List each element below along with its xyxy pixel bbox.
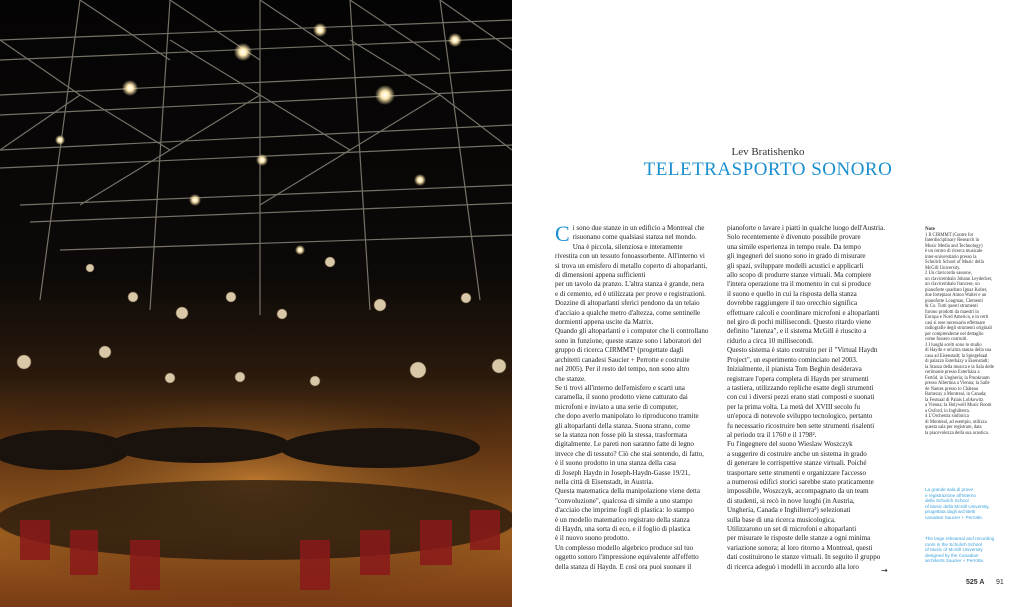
- truss-grid: [0, 0, 512, 315]
- stage-lights: [55, 23, 462, 255]
- footnotes: [925, 227, 1015, 436]
- drop-cap: C: [555, 221, 570, 246]
- magazine-issue: 525 A: [966, 579, 985, 586]
- body-column-1: [555, 221, 725, 572]
- notes-heading: Note: [925, 227, 935, 232]
- continue-arrow-icon: →: [881, 566, 888, 575]
- body-text-1: i sono due stanze in un edificio a Montreal che risuonano come qualsiasi stanza nel mondo. Una è piccola, silenziosa e interamente rivestita con un tessuto fonoassorbente. All'interno vi si trova un emisfero di metallo coperto di altoparlanti, di dimensioni appena sufficienti per un tavolo da pranzo. L'altra stanza è grande, nera e di cemento, ed è utilizzata per prove e registrazioni. Dozzine di altoparlanti sferici pendono da un telaio d'acciaio a qualche metro d'altezza, come sentinelle dormienti appena uscite da Matrix. Quando gli altoparlanti e i computer che li controllano sono in funzione, queste stanze sono i laboratori del gruppo di ricerca CIRMMT¹ (progettate dagli architetti canadesi Saucier + Perrotte e costruite nel 2005). Per il resto del tempo, non sono altro che stanze. Se ti trovi all'interno dell'emisfero e scarti una caramella, il suono prodotto viene catturato dai microfoni e inviato a una serie di computer, che dopo averlo manipolato lo riproducono tramite gli altoparlanti della stanza. Suona strano, come se la stanza non fosse più la stessa, trasformata digitalmente. Le pareti non saranno fatte di legno invece che di tessuto? Ciò che stai sentendo, di fatto, è il suono prodotto in una stanza della casa di Joseph Haydn in Joseph-Haydn-Gasse 19/21, nella città di Eisenstadt, in Austria. Questa matematica della manipolazione viene detta "convoluzione", qualcosa di simile a uno stampo d'acciaio che imprime fogli di plastica: lo stampo è un modello matematico registrato della stanza di Haydn, una sorta di eco, e il foglio di plastica è il nuovo suono prodotto. Un complesso modello algebrico produce sul tuo oggetto sonoro l'impressione equivalente all'effetto della stanza di Haydn. E così ora puoi suonare il: [555, 224, 709, 571]
- notes-text: 1 Il CIRMMT (Centre for Interdisciplinary Research in Music Media and Technology) è un centro di ricerca musicale inter-universitario presso la Schulich School of Music della McGill University. 2 Un clavicordo sassone, un clavicembalo Johann Leydecker, un clavicembalo francese, un pianoforte quadrato Ignaz Kober, due fortepiani Anton Walter e un pianoforte Longman, Clementi & Co. Tutti questi strumenti furono prodotti da maestri in Europa e Nord America, e in certi casi si rese necessario effettuare radiografie degli strumenti originali per comprenderne nel dettaglio come fossero costruiti. 3 I luoghi scelti sono lo studio di Haydn e un'altra stanza della sua casa ad Eisenstadt; la Spiegelsaal di palazzo Esterházy a Eisenstadt; la Stanza della musica e la Sala delle cerimonie presso Esterháza a Fertőd, in Ungheria; la Prunkraum presso Albertina a Vienna; la Salle de Nantes presso lo Château Ramezay a Montreal, in Canada; la Festsaal di Palais Lobkowitz a Vienna; la Holywell Music Room a Oxford, in Inghilterra. 4 L'Orchestra sinfonica di Montreal, ad esempio, utilizza questa sala per registrare, data la piacevolezza della sua acustica.: [925, 232, 995, 436]
- spherical-speakers: [17, 257, 506, 386]
- author-name: Lev Bratishenko: [731, 146, 805, 158]
- caption-english: The large rehearsal and recording room in the Schulich School of Music of McGill University designed by the Canadian architects Saucier + Perrotte.: [925, 536, 995, 563]
- article-page: [512, 0, 1024, 607]
- page-number: 91: [996, 579, 1004, 586]
- article-title: TELETRASPORTO SONORO: [643, 159, 893, 180]
- caption-italian: La grande sala di prove e registrazione all'interno della Schulich School of Music della McGill University, progettata dagli architetti canadesi Saucier + Perrotte.: [925, 487, 990, 520]
- body-column-2: [727, 224, 893, 572]
- body-text-2: pianoforte o lavare i piatti in qualche luogo dell'Austria. Solo recentemente è divenuto possibile provare una simile esperienza in tempo reale. Da tempo gli ingegneri del suono sono in grado di misurare gli spazi, sviluppare modelli acustici e applicarli allo scopo di produrre stanze virtuali. Ma compiere l'intera operazione tra il momento in cui si produce il suono e quello in cui la risposta della stanza dovrebbe raggiungere il tuo orecchio significa effettuare calcoli e coordinare microfoni e altoparlanti nel giro di pochi millisecondi. Questo ritardo viene definito "latenza", e il sistema McGill è riuscito a ridurlo a circa 10 millisecondi. Questo sistema è stato costruito per il "Virtual Haydn Project", un esperimento cominciato nel 2003. Inizialmente, il pianista Tom Beghin desiderava registrare l'opera completa di Haydn per strumenti a tastiera, utilizzando repliche esatte degli strumenti con cui i diversi pezzi erano stati composti e suonati per la prima volta. La metà del XVIII secolo fu un'epoca di notevole sviluppo tecnologico, pertanto fu necessario ricostruire ben sette strumenti risalenti al periodo tra il 1760 e il 1798². Fu l'ingegnere del suono Wieslaw Woszczyk a suggerire di costruire anche un sistema in grado di generare le corrispettive stanze virtuali. Poiché trasportare sette strumenti e organizzare l'accesso a numerosi edifici storici sarebbe stato praticamente impossibile, Woszczyk, accompagnato da un team di studenti, si recò in nove luoghi (in Austria, Ungheria, Canada e Inghilterra³) selezionati sulla base di una ricerca musicologica. Utilizzarono un set di microfoni e altoparlanti per misurare le risposte delle stanze a ogni minima variazione sonora; al loro ritorno a Montreal, questi dati costituirono le stanze virtuali. In seguito il gruppo di ricerca adeguò i modelli in accordo alla loro: [727, 224, 886, 571]
